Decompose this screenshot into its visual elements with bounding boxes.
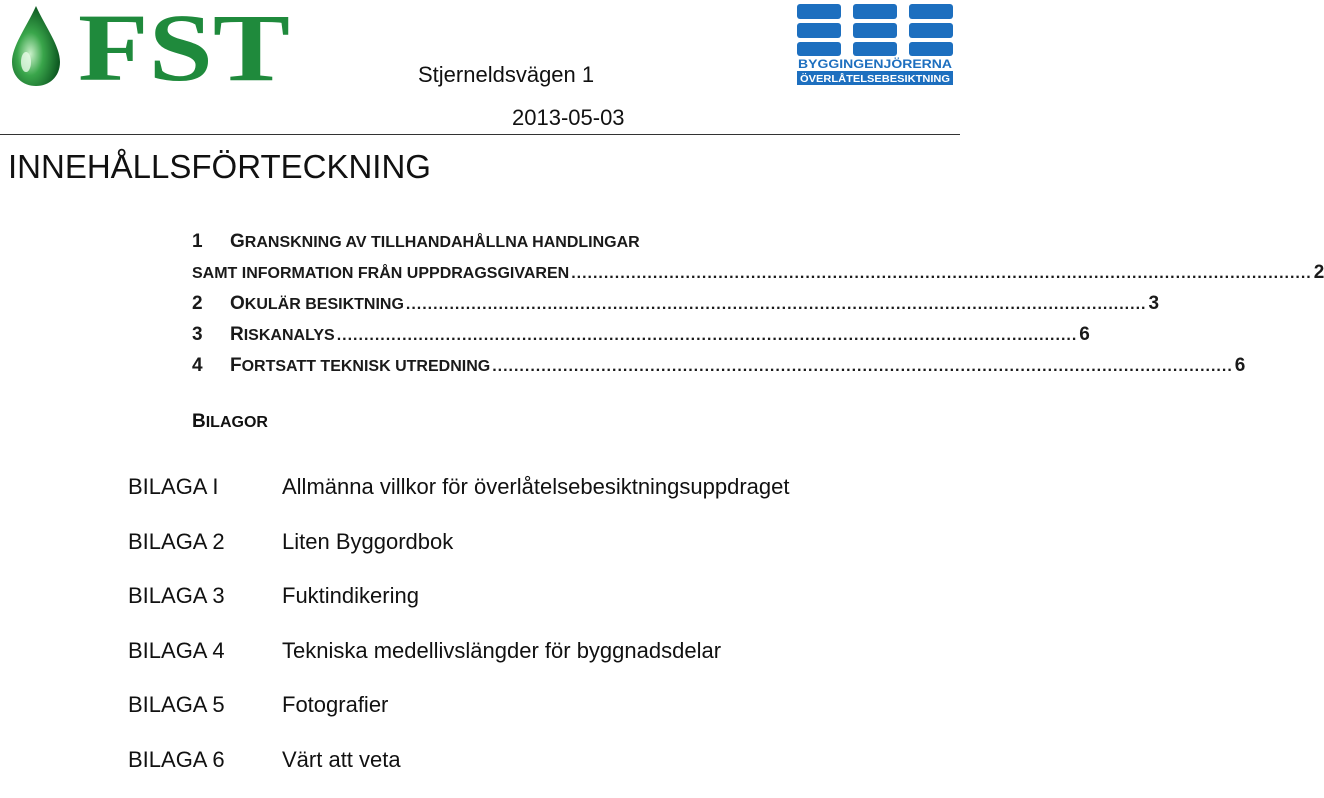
toc-entry-4[interactable]: 4 FORTSATT TEKNISK UTREDNING ........................................................................................................................................ 6 bbox=[192, 350, 952, 381]
toc-page-number: 6 bbox=[1079, 319, 1090, 350]
appendix-title: Fuktindikering bbox=[282, 580, 948, 635]
water-drop-icon bbox=[12, 6, 60, 86]
appendix-id: BILAGA I bbox=[128, 471, 282, 526]
toc-entry-number: 3 bbox=[192, 319, 230, 350]
toc-page-number: 3 bbox=[1148, 288, 1159, 319]
appendix-title: Fotografier bbox=[282, 689, 948, 744]
toc-entry-title: ISKANALYS bbox=[244, 327, 335, 344]
appendix-id: BILAGA 5 bbox=[128, 689, 282, 744]
toc-entry-2[interactable]: 2 OKULÄR BESIKTNING ........................................................................................................................................ 3 bbox=[192, 288, 952, 319]
toc-entry-1[interactable]: 1 GRANSKNING AV TILLHANDAHÅLLNA HANDLINGAR bbox=[192, 226, 952, 257]
appendix-row bbox=[128, 471, 948, 526]
appendix-row bbox=[128, 580, 948, 635]
appendix-id: BILAGA 4 bbox=[128, 635, 282, 690]
dot-leader: ........................................................................................................................................ bbox=[492, 351, 1233, 382]
appendix-row bbox=[128, 744, 948, 798]
address: Stjerneldsvägen 1 bbox=[418, 62, 594, 88]
toc-entry-3[interactable]: 3 RISKANALYS ........................................................................................................................................ 6 bbox=[192, 319, 952, 350]
toc-entry-number: 1 bbox=[192, 226, 230, 257]
toc-entry-title: SAMT INFORMATION FRÅN UPPDRAGSGIVAREN bbox=[192, 258, 569, 289]
page-title: INNEHÅLLSFÖRTECKNING bbox=[8, 148, 431, 186]
dot-leader: ........................................................................................................................................ bbox=[406, 289, 1147, 320]
toc-entry-title: KULÄR BESIKTNING bbox=[245, 296, 404, 313]
toc-page-number: 2 bbox=[1314, 257, 1324, 288]
appendix-list bbox=[128, 471, 948, 798]
toc-entry-1-continued[interactable] bbox=[192, 257, 952, 288]
fst-logo bbox=[8, 2, 298, 92]
toc-entry-number: 4 bbox=[192, 350, 230, 381]
appendices-heading: BILAGOR bbox=[192, 406, 268, 438]
appendix-title: Liten Byggordbok bbox=[282, 526, 948, 581]
appendix-id: BILAGA 3 bbox=[128, 580, 282, 635]
logo-line-1: BYGGINGENJÖRERNA bbox=[798, 58, 952, 71]
appendix-title: Allmänna villkor för överlåtelsebesiktningsuppdraget bbox=[282, 471, 948, 526]
header-divider bbox=[0, 134, 960, 135]
table-of-contents bbox=[192, 226, 952, 381]
appendix-row bbox=[128, 689, 948, 744]
dot-leader: ........................................................................................................................................ bbox=[571, 258, 1312, 289]
toc-page-number: 6 bbox=[1235, 350, 1246, 381]
toc-entry-title: ORTSATT TEKNISK UTREDNING bbox=[242, 358, 491, 375]
appendix-title: Tekniska medellivslängder för byggnadsdelar bbox=[282, 635, 948, 690]
fst-logo-text: FST bbox=[78, 0, 290, 101]
byggingenjorerna-logo bbox=[797, 4, 953, 86]
appendix-row bbox=[128, 526, 948, 581]
appendix-row bbox=[128, 635, 948, 690]
document-date: 2013-05-03 bbox=[512, 105, 625, 131]
dot-leader: ........................................................................................................................................ bbox=[337, 320, 1078, 351]
appendix-id: BILAGA 2 bbox=[128, 526, 282, 581]
appendix-id: BILAGA 6 bbox=[128, 744, 282, 798]
toc-entry-number: 2 bbox=[192, 288, 230, 319]
logo-line-2: ÖVERLÅTELSEBESIKTNING bbox=[800, 72, 950, 85]
appendix-title: Värt att veta bbox=[282, 744, 948, 798]
